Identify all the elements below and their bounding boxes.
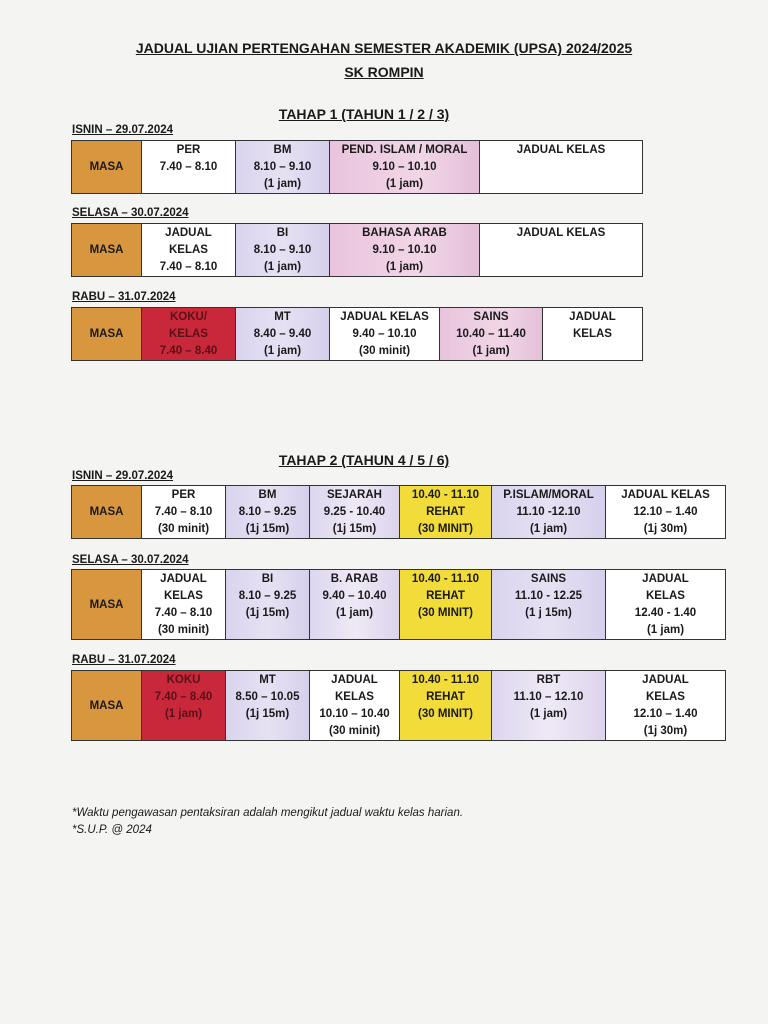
- slot-jadual-kelas: JADUAL KELAS 12.10 – 1.40 (1j 30m): [606, 486, 726, 539]
- slot-koku: KOKU 7.40 – 8.40 (1 jam): [142, 671, 226, 741]
- document-title: JADUAL UJIAN PERTENGAHAN SEMESTER AKADEMIK (UPSA) 2024/2025: [135, 40, 633, 56]
- slot-rehat: 10.40 - 11.10 REHAT (30 MINIT): [400, 486, 492, 539]
- tahap2-isnin-day: ISNIN – 29.07.2024: [72, 470, 174, 482]
- tahap1-heading: TAHAP 1 (TAHUN 1 / 2 / 3): [278, 106, 450, 122]
- slot-jadual-kelas: JADUAL KELAS 9.40 – 10.10 (30 minit): [330, 308, 440, 361]
- masa-cell: MASA: [72, 224, 142, 277]
- slot-b-arab: B. ARAB 9.40 – 10.40 (1 jam): [310, 570, 400, 640]
- tahap1-rabu-table: [71, 307, 643, 361]
- slot-bi: BI 8.10 – 9.25 (1j 15m): [226, 570, 310, 640]
- slot-bi: BI 8.10 – 9.10 (1 jam): [236, 224, 330, 277]
- slot-jadual-kelas: JADUAL KELAS 12.40 - 1.40 (1 jam): [606, 570, 726, 640]
- slot-pislam-moral: P.ISLAM/MORAL 11.10 -12.10 (1 jam): [492, 486, 606, 539]
- slot-per: PER 7.40 – 8.10 (30 minit): [142, 486, 226, 539]
- slot-jadual-kelas: JADUAL KELAS 7.40 – 8.10 (30 minit): [142, 570, 226, 640]
- slot-sains: SAINS 11.10 - 12.25 (1 j 15m): [492, 570, 606, 640]
- masa-cell: MASA: [72, 486, 142, 539]
- slot-bm: BM 8.10 – 9.25 (1j 15m): [226, 486, 310, 539]
- slot-jadual-kelas: JADUAL KELAS 7.40 – 8.10: [142, 224, 236, 277]
- slot-koku-kelas: KOKU/ KELAS 7.40 – 8.40: [142, 308, 236, 361]
- tahap2-rabu-table: [71, 670, 726, 741]
- slot-jadual-kelas: JADUAL KELAS 10.10 – 10.40 (30 minit): [310, 671, 400, 741]
- slot-sejarah: SEJARAH 9.25 - 10.40 (1j 15m): [310, 486, 400, 539]
- slot-sains: SAINS 10.40 – 11.40 (1 jam): [440, 308, 543, 361]
- slot-jadual-kelas: JADUAL KELAS 12.10 – 1.40 (1j 30m): [606, 671, 726, 741]
- slot-pend-islam-moral: PEND. ISLAM / MORAL 9.10 – 10.10 (1 jam): [330, 141, 480, 194]
- tahap2-selasa-table: [71, 569, 726, 640]
- slot-bahasa-arab: BAHASA ARAB 9.10 – 10.10 (1 jam): [330, 224, 480, 277]
- school-name: SK ROMPIN: [344, 64, 424, 80]
- tahap1-selasa-table: [71, 223, 643, 277]
- slot-jadual-kelas: JADUAL KELAS: [480, 224, 643, 277]
- slot-per: PER 7.40 – 8.10: [142, 141, 236, 194]
- tahap1-rabu-day: RABU – 31.07.2024: [72, 291, 176, 303]
- tahap1-selasa-day: SELASA – 30.07.2024: [72, 207, 189, 219]
- slot-rehat: 10.40 - 11.10 REHAT (30 MINIT): [400, 570, 492, 640]
- tahap2-selasa-day: SELASA – 30.07.2024: [72, 554, 189, 566]
- slot-mt: MT 8.40 – 9.40 (1 jam): [236, 308, 330, 361]
- slot-rbt: RBT 11.10 – 12.10 (1 jam): [492, 671, 606, 741]
- masa-cell: MASA: [72, 671, 142, 741]
- tahap2-rabu-day: RABU – 31.07.2024: [72, 654, 176, 666]
- tahap1-isnin-day: ISNIN – 29.07.2024: [72, 124, 174, 136]
- slot-jadual-kelas: JADUAL KELAS: [543, 308, 643, 361]
- slot-rehat: 10.40 - 11.10 REHAT (30 MINIT): [400, 671, 492, 741]
- footnote-supervision: *Waktu pengawasan pentaksiran adalah mengikut jadual waktu kelas harian.: [72, 807, 464, 819]
- tahap2-isnin-table: [71, 485, 726, 539]
- slot-mt: MT 8.50 – 10.05 (1j 15m): [226, 671, 310, 741]
- tahap1-isnin-table: [71, 140, 643, 194]
- slot-bm: BM 8.10 – 9.10 (1 jam): [236, 141, 330, 194]
- masa-cell: MASA: [72, 141, 142, 194]
- tahap2-heading: TAHAP 2 (TAHUN 4 / 5 / 6): [278, 452, 450, 468]
- masa-cell: MASA: [72, 570, 142, 640]
- masa-cell: MASA: [72, 308, 142, 361]
- footnote-copyright: *S.U.P. @ 2024: [72, 824, 152, 836]
- slot-jadual-kelas: JADUAL KELAS: [480, 141, 643, 194]
